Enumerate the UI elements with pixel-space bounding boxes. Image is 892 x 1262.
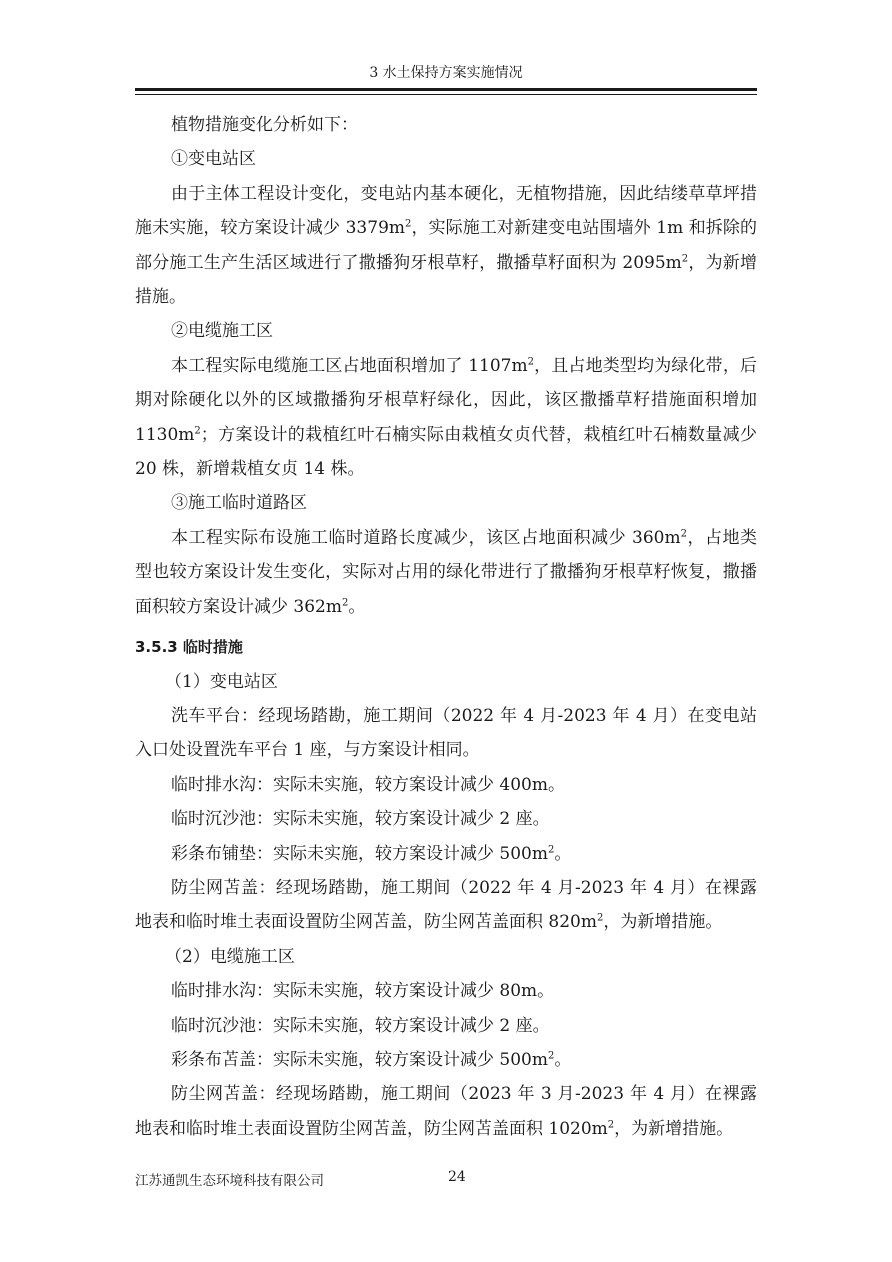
footer-company: 江苏通凯生态环境科技有限公司	[135, 1173, 324, 1189]
footer-page-number: 24	[448, 1169, 466, 1185]
document-body	[135, 108, 757, 1146]
header-rule-thick	[135, 88, 757, 91]
subsection-title-substation: ①变电站区	[171, 149, 256, 170]
temp-title-cable: （2）电缆施工区	[165, 946, 295, 967]
temp-substation-drain: 临时排水沟：实际未实施，较方案设计减少 400m。	[171, 774, 565, 795]
page-header-title: 3 水土保持方案实施情况	[369, 65, 523, 81]
subsection-title-cable: ②电缆施工区	[171, 321, 273, 342]
temp-cable-cloth: 彩条布苫盖：实际未实施，较方案设计减少 $500m^2$。	[171, 1049, 572, 1070]
paragraph-substation-planting: 由于主体工程设计变化，变电站内基本硬化，无植物措施，因此结缕草草坪措施未实施，较方案设计减少 $3379m^2$，实际施工对新建变电站围墙外 1m 和拆除的部分施工生产生活区域进行了撒播狗牙根草籽，撒播草籽面积为 $2095m^2$，为新增措施。	[135, 183, 757, 308]
temp-substation-cloth: 彩条布铺垫：实际未实施，较方案设计减少 $500m^2$。	[171, 843, 572, 864]
intro-paragraph: 植物措施变化分析如下：	[171, 115, 358, 135]
temp-cable-drain: 临时排水沟：实际未实施，较方案设计减少 80m。	[171, 981, 555, 1002]
subsection-title-road: ③施工临时道路区	[171, 493, 307, 514]
section-heading-353: 3.5.3 临时措施	[135, 638, 243, 657]
temp-substation-sand-pool: 临时沉沙池：实际未实施，较方案设计减少 2 座。	[171, 809, 550, 830]
temp-substation-wash-platform: 洗车平台：经现场踏勘，施工期间（2022 年 4 月-2023 年 4 月）在变电站入口处设置洗车平台 1 座，与方案设计相同。	[135, 705, 757, 761]
temp-cable-sand-pool: 临时沉沙池：实际未实施，较方案设计减少 2 座。	[171, 1015, 550, 1036]
temp-cable-dust-net: 防尘网苫盖：经现场踏勘，施工期间（2023 年 3 月-2023 年 4 月）在裸露地表和临时堆土表面设置防尘网苫盖，防尘网苫盖面积 $1020m^2$，为新增措施。	[135, 1084, 757, 1139]
header-rule-thin	[135, 94, 757, 95]
temp-substation-dust-net: 防尘网苫盖：经现场踏勘，施工期间（2022 年 4 月-2023 年 4 月）在裸露地表和临时堆土表面设置防尘网苫盖，防尘网苫盖面积 $820m^2$，为新增措施。	[135, 877, 757, 933]
paragraph-road-planting: 本工程实际布设施工临时道路长度减少，该区占地面积减少 $360m^2$，占地类型也较方案设计发生变化，实际对占用的绿化带进行了撒播狗牙根草籽恢复，撒播面积较方案设计减少 $362m^2$。	[135, 527, 757, 617]
temp-title-substation: （1）变电站区	[165, 671, 278, 692]
paragraph-cable-planting: 本工程实际电缆施工区占地面积增加了 $1107m^2$，且占地类型均为绿化带，后期对除硬化以外的区域撒播狗牙根草籽绿化，因此，该区撒播草籽措施面积增加 $1130m^2$；方案设计的栽植红叶石楠实际由栽植女贞代替，栽植红叶石楠数量减少 20 株，新增栽植女贞 14 株。	[135, 355, 757, 480]
